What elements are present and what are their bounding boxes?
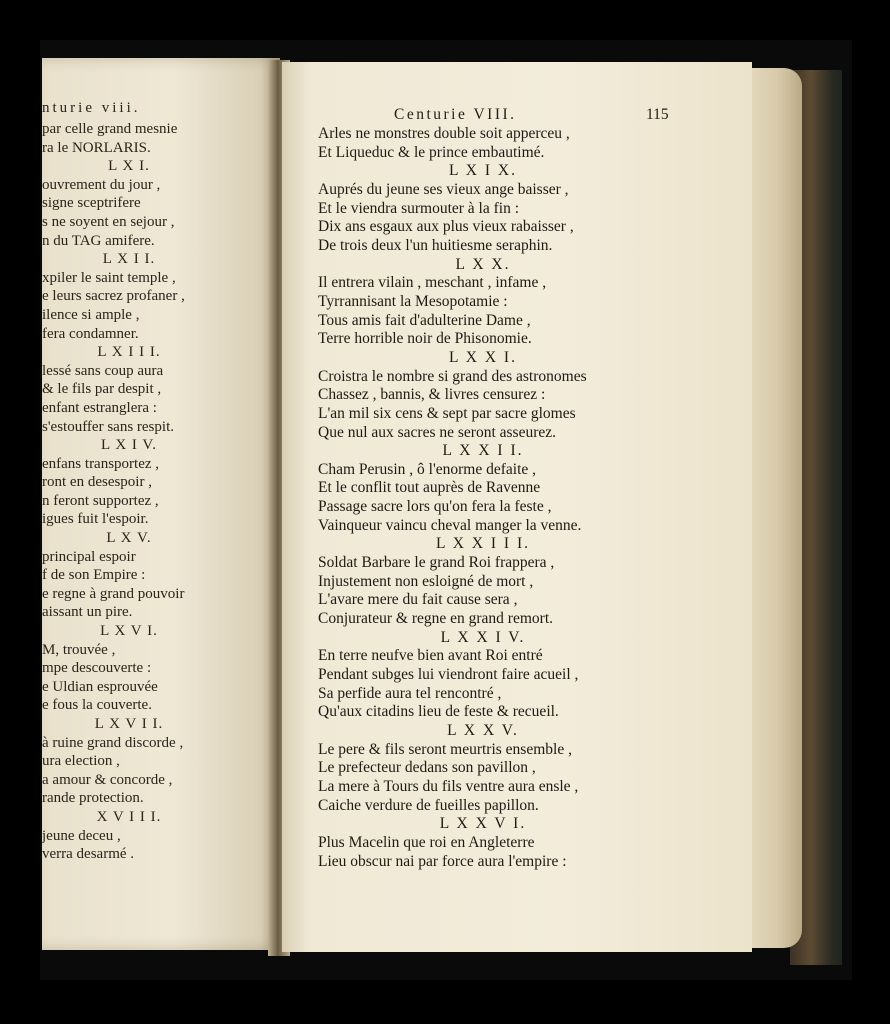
verse-line: fera condamner. [42,325,139,342]
quatrain-number: L X X I. [449,348,517,366]
verse-line: n feront supportez , [42,492,159,509]
verse-line: s ne soyent en sejour , [42,213,175,230]
verse-line: enfant estranglera : [42,399,157,416]
verse-line: Terre horrible noir de Phisonomie. [318,330,532,348]
right-page-text [318,125,648,871]
verse-line: Et le conflit tout auprès de Ravenne [318,479,541,497]
right-page [282,62,752,952]
verse-line: mpe descouverte : [42,660,152,677]
quatrain-number: L X I I. [102,251,156,268]
left-running-header: nturie viii. [42,100,141,116]
quatrain-number: L X I I I. [97,344,161,361]
verse-line: Passage sacre lors qu'on fera la feste , [318,498,552,516]
verse-line: Plus Macelin que roi en Angleterre [318,833,535,851]
verse-line: La mere à Tours du fils ventre aura ensle , [318,777,579,795]
verse-line: igues fuit l'espoir. [42,511,149,528]
verse-line: aissant un pire. [42,604,133,621]
verse-line: Sa perfide aura tel rencontré , [318,684,502,702]
verse-line: e fous la couverte. [42,697,152,714]
verse-line: Pendant subges lui viendront faire acueil , [318,666,579,684]
quatrain-number: L X I X. [449,162,517,180]
quatrain-number: L X I. [108,158,150,175]
verse-line: Tyrrannisant la Mesopotamie : [318,292,508,310]
verse-line: Vainqueur vaincu cheval manger la venne. [318,516,582,534]
left-page [42,58,280,950]
verse-line: & le fils par despit , [42,381,162,398]
verse-line: e Uldian esprouvée [42,678,158,695]
verse-line: à ruine grand discorde , [42,734,184,751]
verse-line: Dix ans esgaux aux plus vieux rabaisser , [318,218,574,236]
verse-line: s'estouffer sans respit. [42,418,174,435]
quatrain-number: L X V I. [100,623,158,640]
quatrain-number: L X X. [455,255,511,273]
quatrain-number: X V I I I. [96,808,162,825]
verse-line: ura election , [42,753,120,770]
quatrain-number: L X I V. [100,437,158,454]
verse-line: Il entrera vilain , meschant , infame , [318,274,547,292]
verse-line: Croistra le nombre si grand des astronomes [318,367,587,385]
quatrain-number: L X V I I. [94,716,164,732]
verse-line: En terre neufve bien avant Roi entré [318,647,543,665]
verse-line: a amour & concorde , [42,771,173,788]
verse-line: par celle grand mesnie [42,121,178,137]
verse-line: ra le NORLARIS. [42,139,151,156]
verse-line: Lieu obscur nai par force aura l'empire : [318,852,567,870]
quatrain-number: L X X V. [447,722,519,739]
verse-line: Le prefecteur dedans son pavillon , [318,759,536,777]
quatrain-number: L X X I I I. [435,535,530,553]
quatrain-number: L X X V I. [439,815,527,833]
verse-line: Qu'aux citadins lieu de feste & recueil. [318,703,559,721]
verse-line: jeune deceu , [42,827,121,844]
verse-line: principal espoir [42,548,136,565]
right-running-header: Centurie VIII. [394,106,517,123]
verse-line: e regne à grand pouvoir [42,585,185,602]
left-page-text [42,120,272,864]
verse-line: xpiler le saint temple , [42,269,176,286]
verse-line: n du TAG amifere. [42,232,155,249]
verse-line: Le pere & fils seront meurtris ensemble , [318,740,572,758]
verse-line: Caiche verdure de fueilles papillon. [318,796,539,814]
quatrain-number: L X X I I. [442,442,524,460]
page-number: 115 [646,106,669,123]
verse-line: Arles ne monstres double soit apperceu , [318,125,570,142]
verse-line: Tous amis fait d'adulterine Dame , [318,311,531,329]
verse-line: rande protection. [42,790,144,807]
quatrain-number: L X V. [106,530,152,547]
verse-line: verra desarmé . [42,846,135,863]
verse-line: Auprés du jeune ses vieux ange baisser , [318,180,569,198]
verse-line: L'an mil six cens & sept par sacre glomes [318,404,576,422]
verse-line: Cham Perusin , ô l'enorme defaite , [318,460,537,478]
verse-line: Que nul aux sacres ne seront asseurez. [318,423,557,441]
verse-line: Injustement non esloigné de mort , [318,572,534,590]
verse-line: Et le viendra surmouter à la fin : [318,199,520,217]
verse-line: M, trouvée , [42,641,116,658]
verse-line: lessé sans coup aura [42,362,164,379]
verse-line: e leurs sacrez profaner , [42,288,185,305]
verse-line: signe sceptrifere [42,195,141,212]
quatrain-number: L X X I V. [440,628,526,646]
verse-line: ront en desespoir , [42,474,152,491]
verse-line: L'avare mere du fait cause sera , [318,591,518,609]
verse-line: f de son Empire : [42,567,146,584]
verse-line: ouvrement du jour , [42,176,161,193]
verse-line: De trois deux l'un huitiesme seraphin. [318,236,553,254]
verse-line: Chassez , bannis, & livres censurez : [318,386,546,404]
verse-line: Conjurateur & regne en grand remort. [318,610,553,628]
verse-line: enfans transportez , [42,455,160,472]
verse-line: Et Liqueduc & le prince embautimé. [318,143,545,161]
verse-line: ilence si ample , [42,306,140,323]
verse-line: Soldat Barbare le grand Roi frappera , [318,554,555,572]
